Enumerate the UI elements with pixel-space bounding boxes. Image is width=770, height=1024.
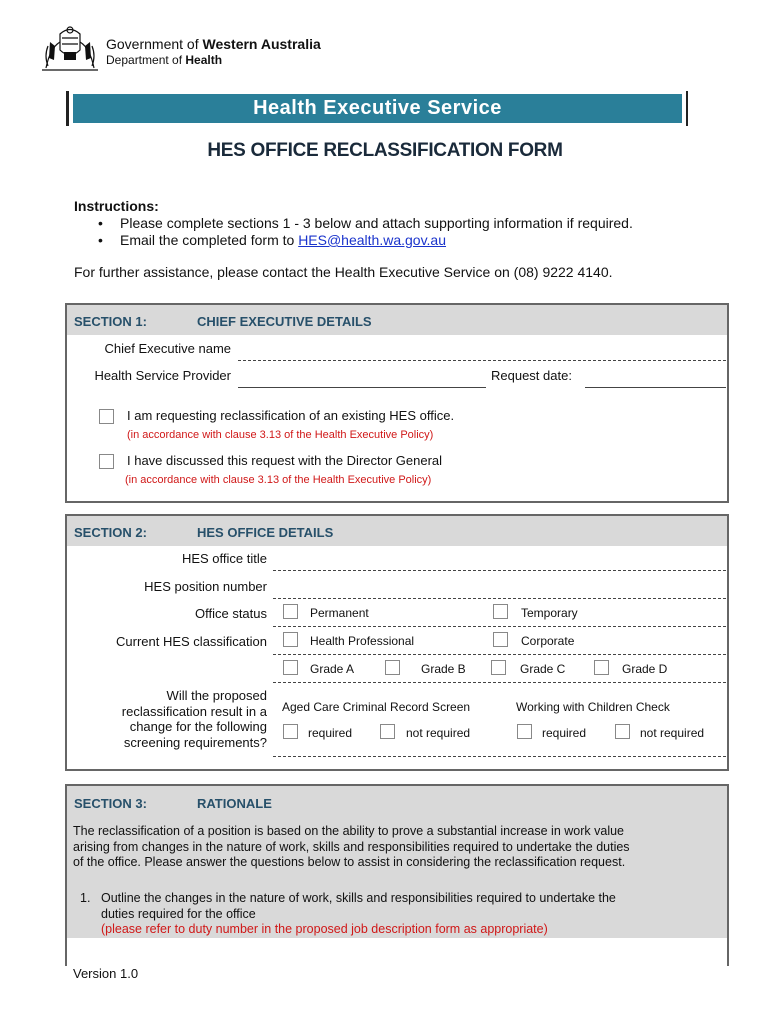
grade-c-label: Grade C [520,662,566,676]
wa-government-crest-icon [38,24,102,76]
screening-row [273,684,726,757]
grade-a-checkbox[interactable] [283,660,298,675]
wwcc-not-required-checkbox[interactable] [615,724,630,739]
discussed-with-dg-label: I have discussed this request with the Director General [127,453,443,468]
hes-office-title-field[interactable] [273,546,726,571]
section-1-header [67,305,727,335]
grade-c-checkbox[interactable] [491,660,506,675]
wwcc-not-required-label: not required [640,726,705,740]
wwcc-label: Working with Children Check [516,700,670,714]
section-1 [65,303,729,503]
banner-title: Health Executive Service [73,94,682,123]
section-2-title: HES OFFICE DETAILS [197,525,334,540]
discussed-with-dg-note: (in accordance with clause 3.13 of the Health Executive Policy) [125,474,432,486]
section-3-title: RATIONALE [197,796,272,811]
reclassification-request-label: I am requesting reclassification of an existing HES office. [127,408,455,423]
government-name: Government of Western Australia [106,36,321,52]
chief-executive-name-label: Chief Executive name [104,341,231,356]
email-link[interactable]: HES@health.wa.gov.au [298,232,447,248]
grade-b-label: Grade B [421,662,466,676]
health-service-provider-label: Health Service Provider [94,368,231,383]
assistance-text: For further assistance, please contact the Health Executive Service on (08) 9222 4140. [74,264,613,280]
grade-d-label: Grade D [622,662,668,676]
permanent-checkbox[interactable] [283,604,298,619]
office-status-label: Office status [194,606,267,621]
hes-position-number-label: HES position number [144,579,267,594]
grade-a-label: Grade A [310,662,355,676]
temporary-checkbox[interactable] [493,604,508,619]
section-3 [65,784,729,966]
grade-d-checkbox[interactable] [594,660,609,675]
health-professional-label: Health Professional [310,634,415,648]
grade-b-checkbox[interactable] [385,660,400,675]
reclassification-request-checkbox[interactable] [99,409,114,424]
section-1-title: CHIEF EXECUTIVE DETAILS [197,314,372,329]
reclassification-request-note: (in accordance with clause 3.13 of the Health Executive Policy) [127,429,434,441]
aged-care-not-required-checkbox[interactable] [380,724,395,739]
wwcc-required-label: required [542,726,587,740]
aged-care-label: Aged Care Criminal Record Screen [282,700,471,714]
hes-position-number-field[interactable] [273,573,726,599]
request-date-field[interactable] [585,363,726,388]
wwcc-required-checkbox[interactable] [517,724,532,739]
permanent-label: Permanent [310,606,369,620]
section-3-number: SECTION 3: [74,796,147,811]
rationale-paragraph: The reclassification of a position is based on the ability to prove a substantial increase in work value arising from changes in the nature of work, skills and responsibilities required to undertake the duties of the office. Please answer the questions below to assist in considering the reclassification request. [73,824,630,869]
section-2-header [67,516,727,546]
section-3-header [67,786,727,816]
discussed-with-dg-checkbox[interactable] [99,454,114,469]
aged-care-required-checkbox[interactable] [283,724,298,739]
version-label: Version 1.0 [73,966,139,981]
question-1-answer-area[interactable] [67,938,727,966]
current-classification-label: Current HES classification [116,634,267,649]
question-1-number: 1. [80,891,91,905]
corporate-label: Corporate [521,634,575,648]
section-2 [65,514,729,771]
hes-office-title-label: HES office title [181,551,267,566]
instruction-bullet-1: • Please complete sections 1 - 3 below and attach supporting information if required. [98,215,633,231]
health-service-provider-field[interactable] [238,363,486,388]
banner-frame [66,91,688,126]
aged-care-not-required-label: not required [406,726,471,740]
chief-executive-name-field[interactable] [238,337,726,361]
question-1-note: (please refer to duty number in the proposed job description form as appropriate) [101,922,548,936]
corporate-checkbox[interactable] [493,632,508,647]
section-2-number: SECTION 2: [74,525,147,540]
section-1-number: SECTION 1: [74,314,147,329]
department-name: Department of Health [106,53,223,67]
temporary-label: Temporary [521,606,578,620]
screening-question: Will the proposed reclassification result in a change for the following screening requirements? [121,688,267,750]
aged-care-required-label: required [308,726,353,740]
request-date-label: Request date: [491,368,572,383]
health-professional-checkbox[interactable] [283,632,298,647]
form-title: HES OFFICE RECLASSIFICATION FORM [207,140,563,161]
instructions-heading: Instructions: [74,198,159,214]
instruction-bullet-2: • Email the completed form to HES@health.wa.gov.au [98,232,447,248]
question-1-text: Outline the changes in the nature of work, skills and responsibilities required to undertake the duties required for the office [101,891,616,921]
